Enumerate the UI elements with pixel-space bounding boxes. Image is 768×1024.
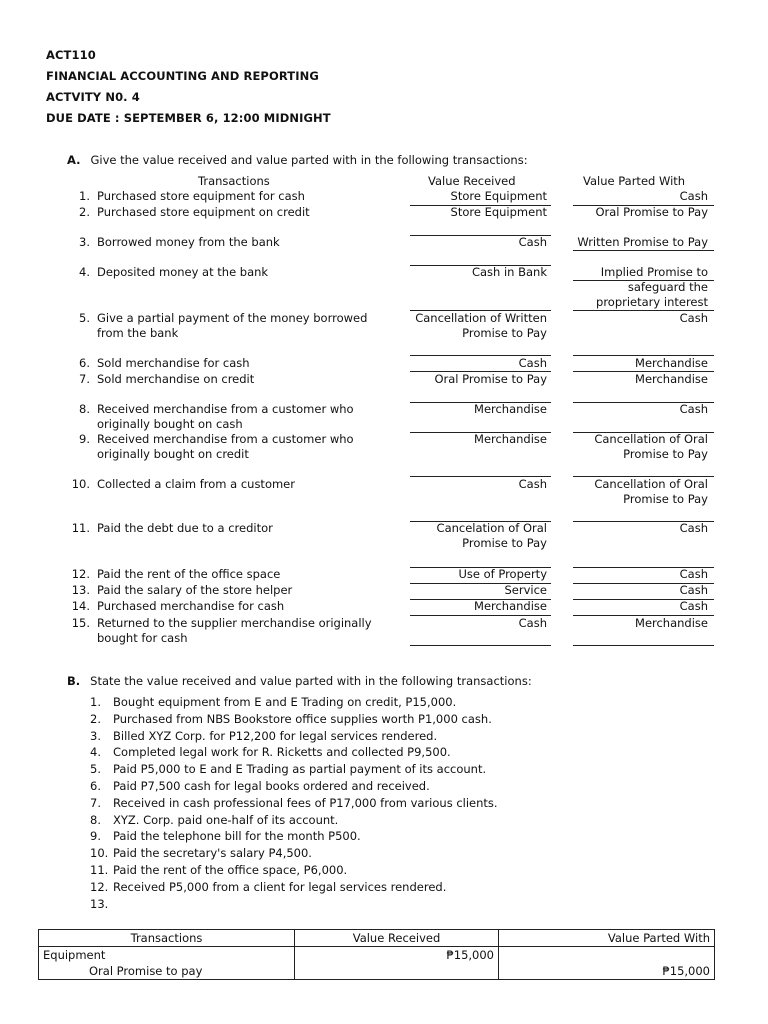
part-b-item-number: 13.: [90, 896, 109, 911]
transaction-description: Paid the rent of the office space: [97, 567, 281, 581]
transaction-number: 4.: [79, 265, 90, 279]
value-received-cell: Store Equipment: [450, 189, 547, 203]
part-b-item-text: XYZ. Corp. paid one-half of its account.: [113, 812, 339, 827]
value-received-cell: Cash: [518, 356, 547, 370]
answer-header-value-received: Value Received: [295, 930, 499, 947]
part-b-item-text: Paid the secretary's salary P4,500.: [113, 846, 312, 861]
value-parted-cell: Cash: [679, 567, 708, 581]
transaction-description: Sold merchandise for cash: [97, 356, 250, 370]
part-b-item: [90, 863, 347, 878]
value-received-cell: Cash: [518, 616, 547, 630]
part-b-item: [90, 846, 312, 861]
value-parted-cell: Cash: [679, 599, 708, 613]
value-parted-cell: Cash: [679, 402, 708, 416]
part-b-item-number: 8.: [90, 812, 101, 827]
part-b-item-number: 10.: [90, 846, 109, 861]
part-b-item-text: Received in cash professional fees of P17,000 from various clients.: [113, 795, 498, 810]
part-b-item-number: 12.: [90, 879, 109, 894]
value-received-cell: Service: [504, 583, 547, 597]
part-b-item-number: 7.: [90, 795, 101, 810]
col-value-received-header: Value Received: [428, 174, 516, 188]
transaction-description: Borrowed money from the bank: [97, 235, 280, 249]
transaction-number: 8.: [79, 402, 90, 416]
answer-cell-received: ₱15,000: [295, 947, 499, 964]
transaction-number: 1.: [79, 189, 90, 203]
part-b-item-number: 4.: [90, 745, 101, 760]
value-parted-cell: Written Promise to Pay: [577, 235, 708, 249]
transaction-number: 5.: [79, 311, 90, 325]
value-parted-cell: Cash: [679, 189, 708, 203]
transaction-description: Received merchandise from a customer who originally bought on credit: [97, 432, 354, 461]
value-parted-cell: Cancellation of Oral Promise to Pay: [594, 432, 708, 461]
part-b-item: [90, 779, 430, 794]
answer-cell-received: [295, 963, 499, 980]
value-received-cell: Oral Promise to Pay: [434, 372, 547, 386]
value-parted-cell: Merchandise: [635, 372, 708, 386]
transaction-description: Sold merchandise on credit: [97, 372, 255, 386]
transaction-number: 6.: [79, 356, 90, 370]
course-title: FINANCIAL ACCOUNTING AND REPORTING: [46, 69, 319, 83]
value-parted-cell: Cash: [679, 521, 708, 535]
transaction-description: Paid the salary of the store helper: [97, 583, 293, 597]
transaction-description: Purchased store equipment on credit: [97, 205, 310, 219]
part-b-item-number: 5.: [90, 762, 101, 777]
col-transactions-header: Transactions: [198, 174, 270, 188]
transaction-number: 7.: [79, 372, 90, 386]
transaction-description: Received merchandise from a customer who originally bought on cash: [97, 402, 354, 431]
answer-table-row: [39, 963, 715, 980]
transaction-description: Purchased merchandise for cash: [97, 599, 285, 613]
transaction-number: 9.: [79, 432, 90, 446]
due-date: DUE DATE : SEPTEMBER 6, 12:00 MIDNIGHT: [46, 111, 331, 125]
answer-table: [38, 929, 715, 980]
transaction-number: 10.: [71, 477, 90, 491]
part-b-item-number: 1.: [90, 695, 101, 709]
part-b-item: [90, 695, 456, 710]
part-b-item-text: Purchased from NBS Bookstore office supplies worth P1,000 cash.: [113, 711, 492, 726]
part-b-item: [90, 729, 437, 744]
value-received-cell: Cash: [518, 235, 547, 249]
transaction-number: 13.: [71, 583, 90, 597]
part-b-item-number: 9.: [90, 829, 101, 844]
value-received-cell: Merchandise: [474, 402, 547, 416]
part-b-instruction: [67, 674, 532, 688]
value-parted-underline: [573, 645, 714, 646]
value-parted-cell: Merchandise: [635, 356, 708, 370]
value-parted-cell: Cancellation of Oral Promise to Pay: [594, 477, 708, 506]
answer-cell-parted: [499, 947, 715, 964]
transaction-description: Paid the debt due to a creditor: [97, 521, 273, 535]
value-parted-cell: Cash: [679, 311, 708, 325]
part-b-item-text: Paid P7,500 cash for legal books ordered and received.: [113, 779, 430, 793]
part-b-instruction-text: State the value received and value parted with in the following transactions:: [90, 674, 532, 688]
value-received-cell: Cash: [518, 477, 547, 491]
part-b-item-number: 11.: [90, 863, 109, 877]
part-b-item-text: Paid the rent of the office space, P6,000.: [113, 863, 348, 877]
part-b-item: [90, 897, 113, 912]
answer-table-row: [39, 947, 715, 964]
part-b-item-text: Paid P5,000 to E and E Trading as partial payment of its account.: [113, 762, 487, 777]
value-received-underline: [410, 645, 551, 646]
transaction-description: Deposited money at the bank: [97, 265, 269, 279]
transaction-number: 15.: [71, 616, 90, 630]
col-value-parted-header: Value Parted With: [583, 174, 686, 188]
answer-header-value-parted: Value Parted With: [499, 930, 715, 947]
part-b-item-text: Paid the telephone bill for the month P500.: [113, 829, 361, 844]
value-received-cell: Use of Property: [458, 567, 547, 581]
transaction-number: 12.: [71, 567, 90, 581]
transaction-number: 3.: [79, 235, 90, 249]
value-received-cell: Cancellation of Written Promise to Pay: [415, 311, 547, 340]
value-parted-cell: Oral Promise to Pay: [595, 205, 708, 219]
part-a-instruction-text: Give the value received and value parted with in the following transactions:: [90, 153, 528, 167]
part-b-item-text: Completed legal work for R. Ricketts and collected P9,500.: [113, 745, 451, 760]
answer-header-transactions: Transactions: [39, 930, 295, 947]
part-b-item: [90, 880, 446, 895]
part-b-item-text: Received P5,000 from a client for legal services rendered.: [113, 879, 447, 894]
part-b-label: B.: [67, 674, 81, 688]
part-b-item: [90, 712, 492, 727]
transaction-number: 2.: [79, 205, 90, 219]
transaction-description: Returned to the supplier merchandise originally bought for cash: [97, 616, 372, 645]
transaction-number: 14.: [71, 599, 90, 613]
activity-title: ACTVITY N0. 4: [46, 90, 140, 104]
value-parted-cell: Implied Promise to safeguard the proprietary interest: [596, 265, 708, 309]
value-parted-cell: Merchandise: [635, 616, 708, 630]
value-received-cell: Merchandise: [474, 432, 547, 446]
transaction-description: Give a partial payment of the money borrowed from the bank: [97, 311, 368, 340]
answer-cell-transaction: Oral Promise to pay: [39, 963, 295, 980]
part-a-instruction: [67, 153, 528, 167]
part-b-item-text: Bought equipment from E and E Trading on credit, P15,000.: [113, 695, 457, 709]
answer-cell-parted: ₱15,000: [499, 963, 715, 980]
value-parted-cell: Cash: [679, 583, 708, 597]
part-b-item-number: 3.: [90, 728, 101, 743]
value-received-cell: Merchandise: [474, 599, 547, 613]
part-b-item-number: 2.: [90, 711, 101, 726]
value-received-cell: Cancelation of Oral Promise to Pay: [436, 521, 547, 550]
value-received-cell: Store Equipment: [450, 205, 547, 219]
answer-table-header-row: [39, 930, 715, 947]
transaction-description: Purchased store equipment for cash: [97, 189, 305, 203]
course-code: ACT110: [46, 48, 96, 62]
transaction-number: 11.: [71, 521, 90, 535]
transaction-description: Collected a claim from a customer: [97, 477, 295, 491]
value-received-cell: Cash in Bank: [471, 265, 547, 279]
part-b-item: [90, 796, 498, 811]
part-b-item: [90, 745, 451, 760]
answer-cell-transaction: Equipment: [39, 947, 295, 964]
part-b-item: [90, 813, 338, 828]
value-parted-underline: [573, 250, 714, 251]
part-b-item: [90, 829, 361, 844]
part-b-item: [90, 762, 486, 777]
part-b-item-text: Billed XYZ Corp. for P12,200 for legal services rendered.: [113, 728, 438, 743]
part-a-label: A.: [67, 153, 81, 167]
part-b-item-number: 6.: [90, 779, 101, 793]
